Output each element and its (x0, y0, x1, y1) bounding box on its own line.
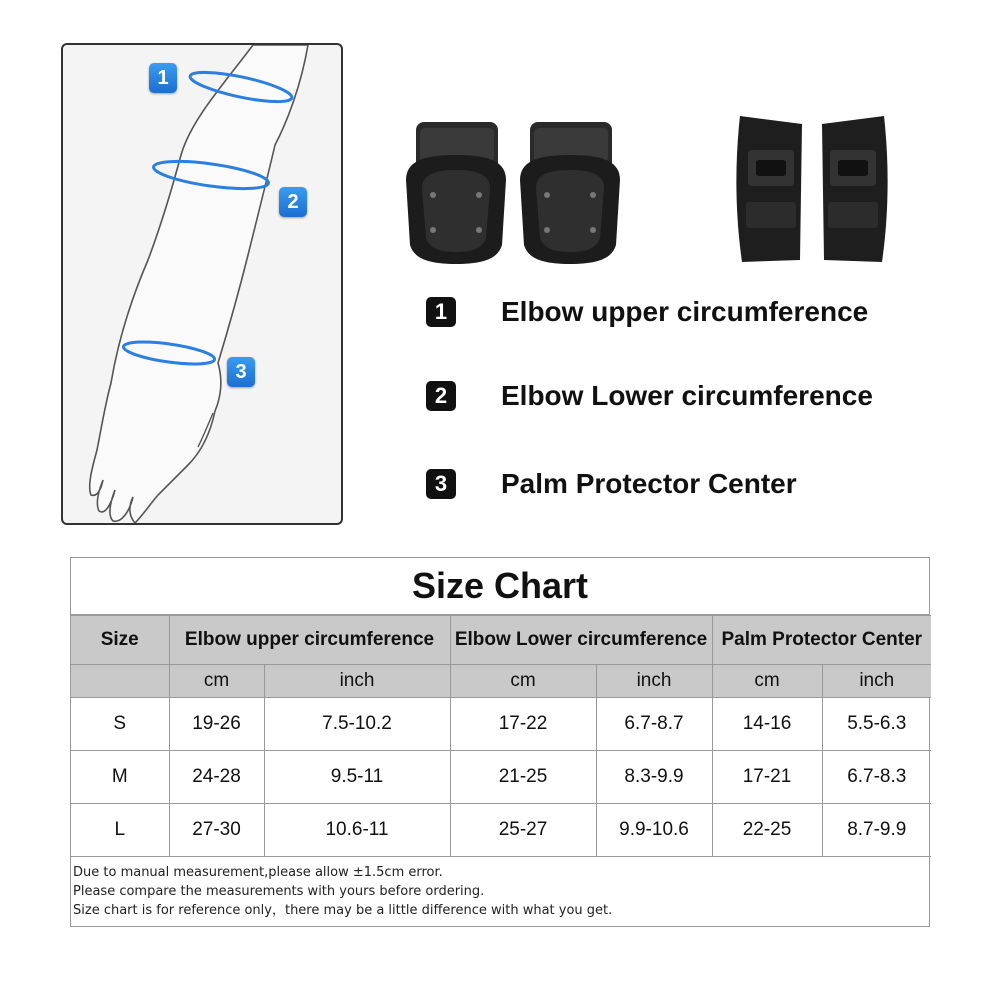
value-cell: 21-25 (450, 751, 596, 804)
marker-1: 1 (149, 63, 177, 93)
marker-3: 3 (227, 357, 255, 387)
value-cell: 6.7-8.3 (822, 751, 931, 804)
value-cell: 24-28 (169, 751, 264, 804)
size-cell: M (71, 751, 169, 804)
value-cell: 9.5-11 (264, 751, 450, 804)
unit-cell: cm (169, 665, 264, 698)
note-line: Please compare the measurements with yours before ordering. (73, 884, 485, 899)
arm-diagram (61, 43, 343, 525)
note-line: Size chart is for reference only，there may be a little difference with what you get. (73, 903, 613, 918)
arm-illustration (63, 45, 343, 525)
value-cell: 8.3-9.9 (596, 751, 712, 804)
value-cell: 10.6-11 (264, 804, 450, 857)
units-row (71, 665, 931, 698)
value-cell: 17-22 (450, 698, 596, 751)
value-cell: 17-21 (712, 751, 822, 804)
size-chart (70, 557, 930, 927)
legend-number: 2 (426, 381, 456, 411)
unit-cell: cm (712, 665, 822, 698)
unit-cell: inch (596, 665, 712, 698)
size-cell: S (71, 698, 169, 751)
value-cell: 9.9-10.6 (596, 804, 712, 857)
value-cell: 5.5-6.3 (822, 698, 931, 751)
table-row (71, 698, 931, 751)
table-row (71, 804, 931, 857)
marker-2: 2 (279, 187, 307, 217)
wrist-guard-image (736, 116, 802, 262)
value-cell: 22-25 (712, 804, 822, 857)
legend-item (426, 292, 869, 332)
legend-label: Elbow Lower circumference (501, 380, 873, 411)
size-table (71, 615, 931, 857)
value-cell: 25-27 (450, 804, 596, 857)
value-cell: 19-26 (169, 698, 264, 751)
legend-item (426, 376, 873, 416)
header-row (71, 616, 931, 665)
value-cell: 7.5-10.2 (264, 698, 450, 751)
legend-item (426, 464, 797, 504)
note-line: Due to manual measurement,please allow ±1.5cm error. (73, 865, 443, 880)
table-row (71, 751, 931, 804)
elbow-upper-header: Elbow upper circumference (169, 616, 450, 665)
elbow-lower-header: Elbow Lower circumference (450, 616, 712, 665)
chart-notes (71, 857, 929, 926)
legend-label: Palm Protector Center (501, 468, 797, 499)
product-images (400, 110, 900, 270)
legend-label: Elbow upper circumference (501, 296, 869, 327)
palm-center-header: Palm Protector Center (712, 616, 931, 665)
unit-cell-blank (71, 665, 169, 698)
unit-cell: inch (822, 665, 931, 698)
value-cell: 6.7-8.7 (596, 698, 712, 751)
unit-cell: cm (450, 665, 596, 698)
elbow-pad-image (406, 122, 506, 264)
value-cell: 14-16 (712, 698, 822, 751)
size-header: Size (71, 616, 169, 665)
legend-number: 3 (426, 469, 456, 499)
value-cell: 8.7-9.9 (822, 804, 931, 857)
unit-cell: inch (264, 665, 450, 698)
wrist-guard-image (822, 116, 888, 262)
size-cell: L (71, 804, 169, 857)
value-cell: 27-30 (169, 804, 264, 857)
legend-number: 1 (426, 297, 456, 327)
elbow-pad-image (520, 122, 620, 264)
chart-title: Size Chart (71, 558, 929, 615)
